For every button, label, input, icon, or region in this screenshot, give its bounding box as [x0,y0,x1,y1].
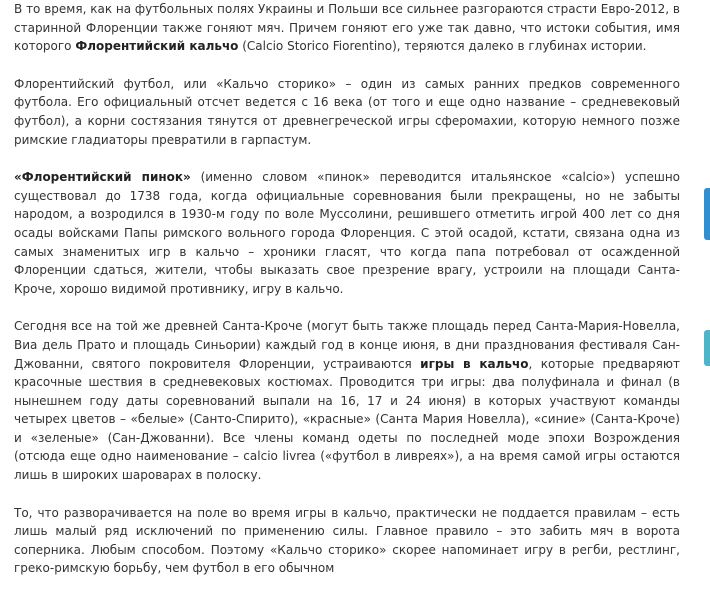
sidebar-accent-blue [704,188,710,240]
paragraph-5-text: То, что разворачивается на поле во время игры в кальчо, практически не поддается правилам – есть лишь малый ряд исключений по применению силы. Главное правило – это забить мяч в ворота соперника. Любым способом. Поэтому «Кальчо сторико» скорее напоминает игру в регби, рестлинг, греко-римскую борьбу, чем футбол в его обычном [14,505,680,576]
paragraph-2-text: Флорентийский футбол, или «Кальчо сторико» – один из самых ранних предков современного футбола. Его официальный отсчет ведется с 16 века (от того и еще одно название – средневековый футбол), а корни состязания тянутся от древнегреческой игры сферомахии, которую немного позже римские гладиаторы превратили в гарпастум. [14,76,680,147]
paragraph-5 [14,504,680,578]
term-florentine-calcio: Флорентийский кальчо [75,39,239,54]
term-florentine-kick: «Флорентийский пинок» [14,170,191,185]
paragraph-1 [14,0,680,56]
sidebar-accent-teal [704,330,710,366]
article-body [14,0,680,597]
paragraph-4-text: Сегодня все на той же древней Санта-Кроче (могут быть также площадь перед Санта-Мария-Новелла, Виа дель Прато и площадь Синьории) каждый год в конце июня, в дни празднования фестиваля Сан-Джованни, святого покровителя Флоренции, устраиваются [14,319,680,371]
term-calcio-games: игры в кальчо [420,356,529,371]
paragraph-1-text: В то время, как на футбольных полях Украины и Польши все сильнее разгораются страсти Евро-2012, в старинной Флоренции также гоняют мяч. Причем гоняют его уже так давно, что истоки события, имя которого [14,2,680,54]
paragraph-3-text: (именно словом «пинок» переводится итальянское «calcio») успешно существовал до 1738 года, когда официальные соревнования были прекращены, но не забыты народом, а возродился в 1930-м году по воле Муссолини, решившего отметить игрой 400 лет со дня осады войсками Папы римского вольного города Флоренция. С этой осадой, кстати, связана одна из самых знаменитых игр в кальчо – хроники гласят, что когда папа потребовал от осажденной Флоренции сдаться, жители, чтобы выказать свое презрение врагу, устроили на площади Санта-Кроче, хорошо видимой противнику, игру в кальчо. [14,170,681,296]
paragraph-1-tail: (Calcio Storico Fiorentino), теряются далеко в глубинах истории. [238,39,647,54]
paragraph-3 [14,168,680,298]
paragraph-2 [14,75,680,149]
sidebar-edge [700,0,710,511]
paragraph-4 [14,317,680,484]
paragraph-4-tail: , которые предваряют красочные шествия в средневековых костюмах. Проводится три игры: два полуфинала и финал (в нынешнем году даты соревнований выпали на 16, 17 и 24 июня) в которых участвуют команды четырех цветов – «белые» (Санто-Спирито), «красные» (Санта Мария Новелла), «синие» (Санта-Кроче) и «зеленые» (Сан-Джованни). Все члены команд одеты по последней моде эпохи Возрождения (отсюда еще одно наименование – calcio livrea («футбол в ливреях»), а на время самой игры остаются лишь в широких шароварах в полоску. [14,356,680,483]
